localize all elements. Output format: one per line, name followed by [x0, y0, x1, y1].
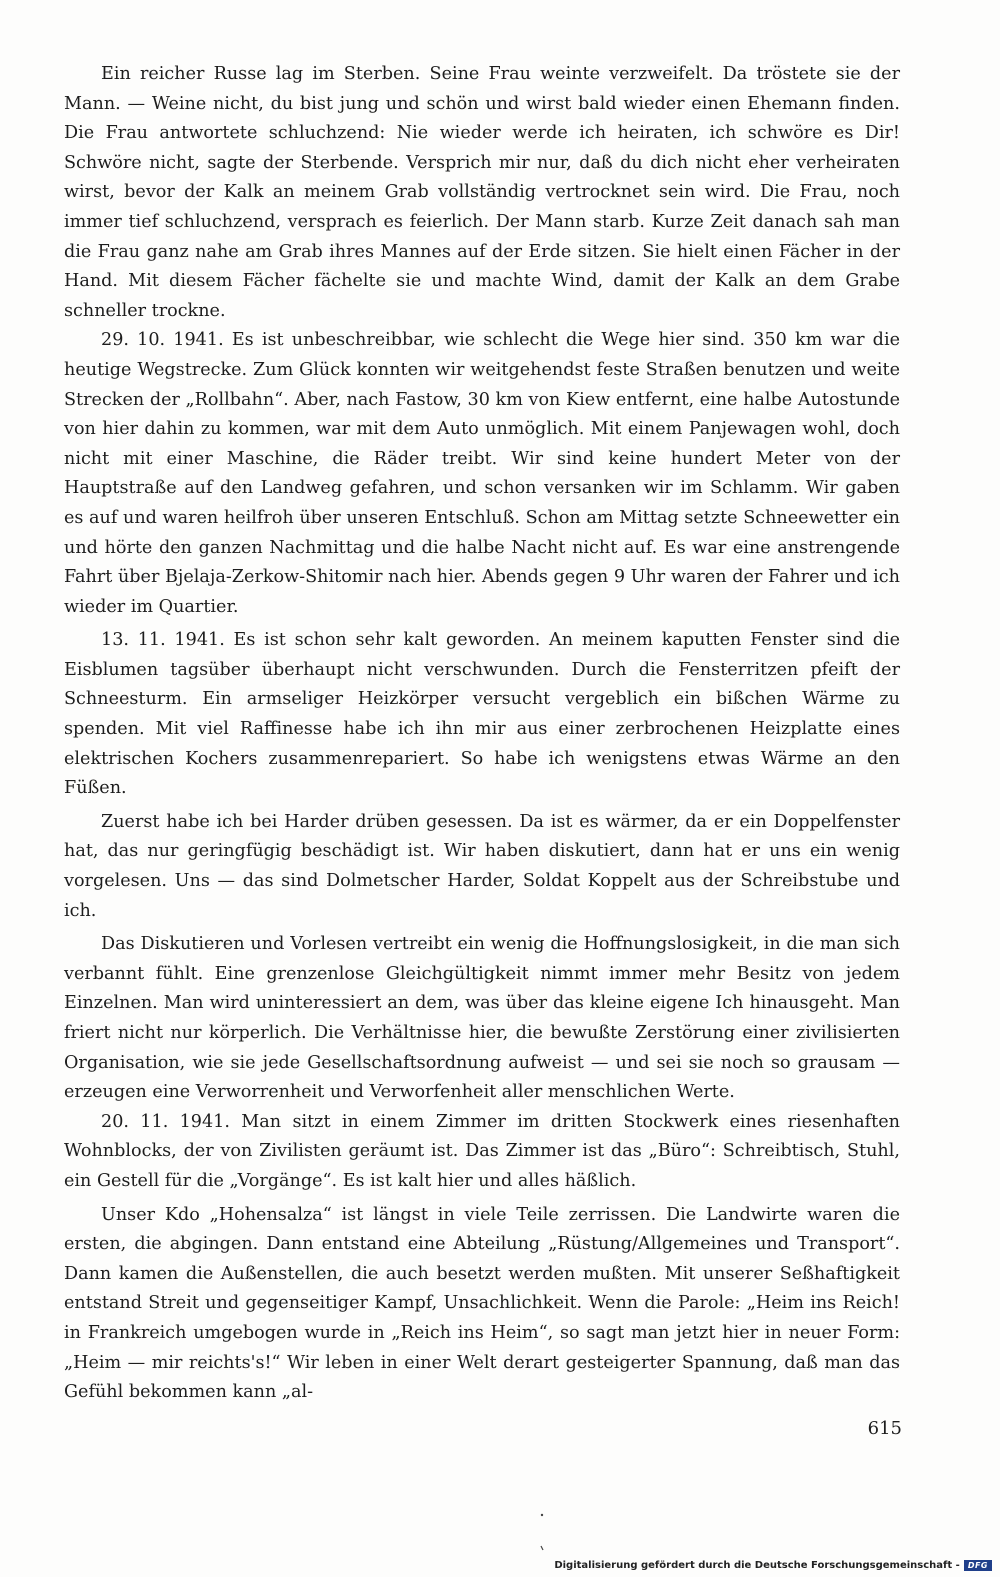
paragraph-entry-1941-11-20: 20. 11. 1941. Man sitzt in einem Zimmer im dritten Stockwerk eines riesenhaften Wohnblocks, der von Zivilisten geräumt ist. Das Zimmer ist das „Büro“: Schreibtisch, Stuhl, ein Gestell für die „Vorgänge“. Es ist kalt hier und alles häßlich.: [64, 1111, 900, 1191]
scan-speck-marks: [538, 1512, 546, 1552]
body-text: [64, 60, 900, 1408]
funding-credit: Digitalisierung gefördert durch die Deutsche Forschungsgemeinschaft -: [554, 1560, 960, 1571]
paragraph-entry-1941-10-29: 29. 10. 1941. Es ist unbeschreibbar, wie schlecht die Wege hier sind. 350 km war die heutige Wegstrecke. Zum Glück konnten wir weitgehendst feste Straßen benutzen und weite Strecken der „Rollbahn“. Aber, nach Fastow, 30 km von Kiew entfernt, eine halbe Autostunde von hier dahin zu kommen, war mit dem Auto unmöglich. Mit einem Panjewagen wohl, doch nicht mit einer Maschine, die Räder treibt. Wir sind keine hundert Meter von der Hauptstraße auf den Landweg gefahren, und schon versanken wir im Schlamm. Wir gaben es auf und waren heilfroh über unseren Entschluß. Schon am Mittag setzte Schneewetter ein und hörte den ganzen Nachmittag und die halbe Nacht nicht auf. Es war eine anstrengende Fahrt über Bjelaja-Zerkow-Shitomir nach hier. Abends gegen 9 Uhr waren der Fahrer und ich wieder im Quartier.: [64, 330, 900, 617]
paragraph-harder: Zuerst habe ich bei Harder drüben gesessen. Da ist es wärmer, da er ein Doppelfenster hat, das nur geringfügig beschädigt ist. Wir haben diskutiert, dann hat er uns ein wenig vorgelesen. Uns — das sind Dolmetscher Harder, Soldat Koppelt aus der Schreibstube und ich.: [64, 811, 900, 921]
page-number: 615: [867, 1418, 902, 1439]
digitization-footer: [554, 1560, 992, 1571]
paragraph-hopelessness: Das Diskutieren und Vorlesen vertreibt ein wenig die Hoffnungslosigkeit, in die man sich verbannt fühlt. Eine grenzenlose Gleichgültigkeit nimmt immer mehr Besitz von jedem Einzelnen. Man wird uninteressiert an dem, was über das kleine eigene Ich hinausgeht. Man friert nicht nur körperlich. Die Verhältnisse hier, die bewußte Zerstörung einer zivilisierten Organisation, wie sie jede Gesellschaftsordnung aufweist — und sei sie noch so grausam — erzeugen eine Verworrenheit und Verworfenheit aller menschlichen Werte.: [64, 934, 900, 1103]
paragraph-russian-anecdote: Ein reicher Russe lag im Sterben. Seine Frau weinte verzweifelt. Da tröstete sie der Mann. — Weine nicht, du bist jung und schön und wirst bald wieder einen Ehemann finden. Die Frau antwortete schluchzend: Nie wieder werde ich heiraten, ich schwöre es Dir! Schwöre nicht, sagte der Sterbende. Versprich mir nur, daß du dich nicht eher verheiraten wirst, bevor der Kalk an meinem Grab vollständig vertrocknet sein wird. Die Frau, noch immer tief schluchzend, versprach es feierlich. Der Mann starb. Kurze Zeit danach sah man die Frau ganz nahe am Grab ihres Mannes auf der Erde sitzen. Sie hielt einen Fächer in der Hand. Mit diesem Fächer fächelte sie und machte Wind, damit der Kalk an dem Grabe schneller trockne.: [64, 64, 900, 321]
dfg-logo-icon: DFG: [964, 1560, 992, 1571]
paragraph-entry-1941-11-13: 13. 11. 1941. Es ist schon sehr kalt geworden. An meinem kaputten Fenster sind die Eisblumen tagsüber überhaupt nicht verschwunden. Durch die Fensterritzen pfeift der Schneesturm. Ein armseliger Heizkörper versucht vergeblich ein bißchen Wärme zu spenden. Mit viel Raffinesse habe ich ihn mir aus einer zerbrochenen Heizplatte eines elektrischen Kochers zusammenrepariert. So habe ich wenigstens etwas Wärme an den Füßen.: [64, 630, 900, 799]
paragraph-kdo-hohensalza: Unser Kdo „Hohensalza“ ist längst in viele Teile zerrissen. Die Landwirte waren die ersten, die abgingen. Dann entstand eine Abteilung „Rüstung/Allgemeines und Transport“. Dann kamen die Außenstellen, die auch besetzt werden mußten. Mit unserer Seßhaftigkeit entstand Streit und gegenseitiger Kampf, Unsachlichkeit. Wenn die Parole: „Heim ins Reich! in Frankreich umgebogen wurde in „Reich ins Heim“, so sagt man jetzt hier in neuer Form: „Heim — mir reichts's!“ Wir leben in einer Welt derart gesteigerter Spannung, daß man das Gefühl bekommen kann „al-: [64, 1204, 900, 1403]
